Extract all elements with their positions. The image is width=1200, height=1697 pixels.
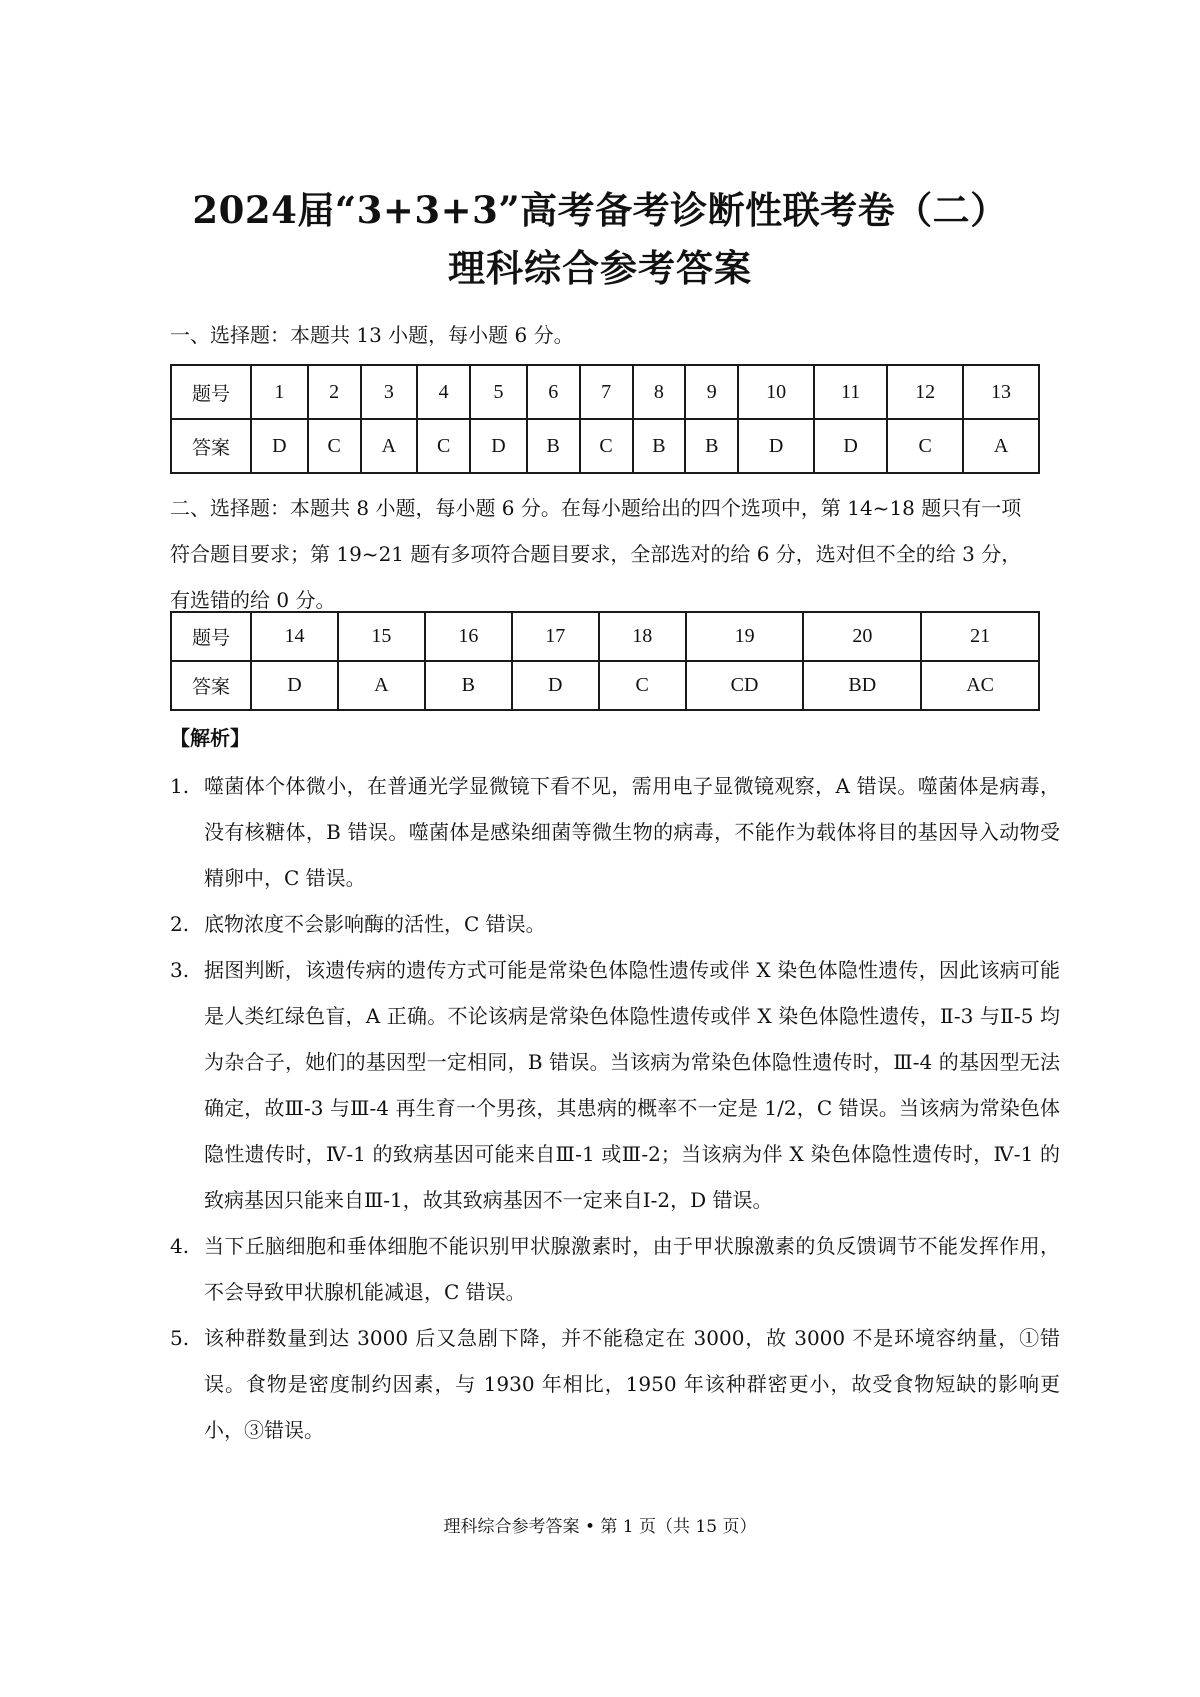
page-footer: 理科综合参考答案 • 第 1 页（共 15 页） [443,1517,757,1537]
question-number: 1 [251,365,308,419]
item-number: 4. [170,1234,190,1258]
list-item [170,763,1060,901]
question-number: 15 [338,612,425,661]
answer-cell: C [580,419,633,473]
answer-cell: C [417,419,470,473]
list-item [170,947,1060,1223]
question-number: 7 [580,365,633,419]
item-number: 1. [170,774,190,798]
answer-cell: D [512,661,599,710]
answer-cell: CD [686,661,804,710]
item-number: 2. [170,912,190,936]
section2-heading: 二、选择题：本题共 8 小题，每小题 6 分。在每小题给出的四个选项中，第 14~18 题只有一项符合题目要求；第 19~21 题有多项符合题目要求，全部选对的给 6 分，选对但不全的给 3 分，有选错的给 0 分。 [170,496,1022,612]
answer-cell: B [633,419,686,473]
document-subtitle: 理科综合参考答案 [448,246,752,290]
analysis-list [170,763,1060,1453]
section1-answer-table [170,364,1040,474]
item-text: 底物浓度不会影响酶的活性，C 错误。 [204,912,546,936]
table-row-answers [171,661,1039,710]
question-number: 8 [633,365,686,419]
answer-cell: A [338,661,425,710]
question-number: 9 [685,365,738,419]
item-number: 3. [170,958,190,982]
answer-cell: C [308,419,361,473]
question-number: 21 [921,612,1039,661]
answer-cell: A [361,419,418,473]
question-number: 14 [251,612,338,661]
question-number: 4 [417,365,470,419]
question-number: 16 [425,612,512,661]
list-item [170,901,1060,947]
answer-cell: B [425,661,512,710]
answer-cell: D [738,419,814,473]
item-text: 该种群数量到达 3000 后又急剧下降，并不能稳定在 3000，故 3000 不是环境容纳量，①错误。食物是密度制约因素，与 1930 年相比，1950 年该种群密更小，故受食物短缺的影响更小，③错误。 [204,1326,1060,1442]
question-number: 12 [887,365,963,419]
question-number: 17 [512,612,599,661]
answer-cell: B [527,419,580,473]
section1-heading: 一、选择题：本题共 13 小题，每小题 6 分。 [170,323,574,347]
question-number: 19 [686,612,804,661]
row-label-number: 题号 [171,612,251,661]
question-number: 13 [963,365,1039,419]
question-number: 2 [308,365,361,419]
question-number: 18 [599,612,686,661]
list-item [170,1223,1060,1315]
question-number: 10 [738,365,814,419]
answer-cell: D [251,661,338,710]
section2-answer-table [170,611,1040,711]
question-number: 20 [803,612,921,661]
table-row-answers [171,419,1039,473]
answer-cell: BD [803,661,921,710]
item-number: 5. [170,1326,190,1350]
row-label-answer: 答案 [171,419,251,473]
answer-cell: D [814,419,887,473]
question-number: 6 [527,365,580,419]
question-number: 3 [361,365,418,419]
answer-cell: A [963,419,1039,473]
document-title: 2024届“3+3+3”高考备考诊断性联考卷（二） [192,188,1008,232]
list-item [170,1315,1060,1453]
table-row-numbers [171,365,1039,419]
answer-cell: B [685,419,738,473]
item-text: 当下丘脑细胞和垂体细胞不能识别甲状腺激素时，由于甲状腺激素的负反馈调节不能发挥作用，不会导致甲状腺机能减退，C 错误。 [204,1234,1060,1304]
question-number: 11 [814,365,887,419]
table-row-numbers [171,612,1039,661]
answer-cell: C [887,419,963,473]
question-number: 5 [470,365,527,419]
item-text: 噬菌体个体微小，在普通光学显微镜下看不见，需用电子显微镜观察，A 错误。噬菌体是病毒，没有核糖体，B 错误。噬菌体是感染细菌等微生物的病毒，不能作为载体将目的基因导入动物受精卵中，C 错误。 [204,774,1060,890]
row-label-answer: 答案 [171,661,251,710]
analysis-heading: 【解析】 [170,726,250,750]
row-label-number: 题号 [171,365,251,419]
answer-cell: D [470,419,527,473]
item-text: 据图判断，该遗传病的遗传方式可能是常染色体隐性遗传或伴 X 染色体隐性遗传，因此该病可能是人类红绿色盲，A 正确。不论该病是常染色体隐性遗传或伴 X 染色体隐性遗传，Ⅱ-3 与Ⅱ-5 均为杂合子，她们的基因型一定相同，B 错误。当该病为常染色体隐性遗传时，Ⅲ-4 的基因型无法确定，故Ⅲ-3 与Ⅲ-4 再生育一个男孩，其患病的概率不一定是 1/2，C 错误。当该病为常染色体隐性遗传时，Ⅳ-1 的致病基因可能来自Ⅲ-1 或Ⅲ-2；当该病为伴 X 染色体隐性遗传时，Ⅳ-1 的致病基因只能来自Ⅲ-1，故其致病基因不一定来自Ⅰ-2，D 错误。 [204,958,1060,1212]
answer-cell: C [599,661,686,710]
answer-cell: AC [921,661,1039,710]
answer-cell: D [251,419,308,473]
